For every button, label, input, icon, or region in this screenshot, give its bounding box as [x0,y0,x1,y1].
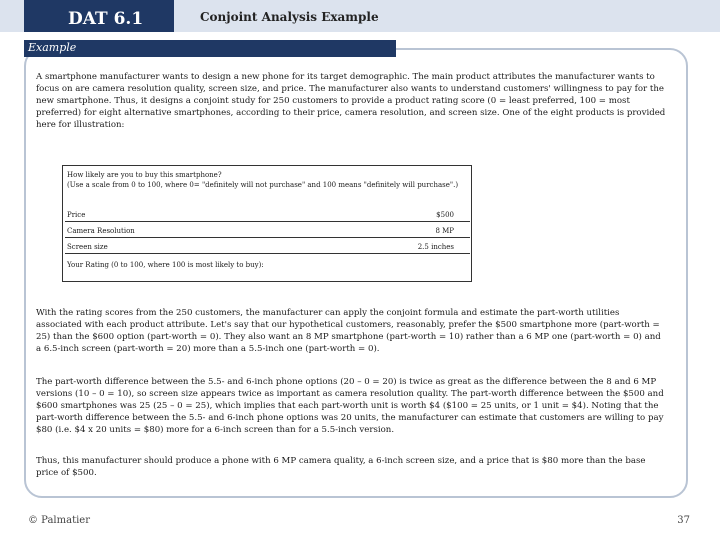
paragraph-part-worth: With the rating scores from the 250 customers, the manufacturer can apply the conjoint formula and estimate the part-worth utilities associated with each product attribute. Let's say that our hypothetical customers, reasonably, prefer the $500 smartphone more (part-worth = 25) than the $600 option (part-worth = 0). They also want an 8 MP smartphone (part-worth = 10) rather than a 6 MP one (part-worth = 0) and a 6.5-inch screen (part-worth = 20) more than a 5.5-inch one (part-worth = 0). [36,308,661,354]
survey-card [62,165,472,282]
row-label: Camera Resolution [67,227,135,235]
survey-row-camera [65,224,470,238]
row-value: 2.5 inches [417,243,454,251]
paragraph-conclusion: Thus, this manufacturer should produce a phone with 6 MP camera quality, a 6-inch screen size, and a price that is $80 more than the base price of $500. [36,456,646,478]
section-label: Example [28,41,77,54]
survey-question: How likely are you to buy this smartphone? [67,171,222,179]
row-label: Price [67,211,86,219]
rating-prompt: Your Rating (0 to 100, where 100 is most likely to buy): [67,261,264,269]
survey-row-price [65,208,470,222]
row-label: Screen size [67,243,108,251]
paragraph-difference: The part-worth difference between the 5.5- and 6-inch phone options (20 – 0 = 20) is twice as great as the difference between the 8 and 6 MP versions (10 – 0 = 10), so screen size appears twice as important as camera resolution quality. The part-worth difference between the $500 and $600 smartphones was 25 (25 – 0 = 25), which implies that each part-worth unit is worth $4 ($100 = 25 units, or 1 unit = $4). Noting that the part-worth difference between the 5.5- and 6-inch phone options was 20 units, the manufacturer can estimate that customers are willing to pay $80 (i.e. $4 x 20 units = $80) more for a 6-inch screen than for a 5.5-inch version. [36,377,664,435]
survey-row-screen [65,240,470,254]
course-tag: DAT 6.1 [24,0,174,32]
row-value: 8 MP [435,227,454,235]
page-title: Conjoint Analysis Example [200,10,379,24]
section-bar [24,40,396,57]
footer-copyright: © Palmatier [28,515,90,526]
row-value: $500 [436,211,454,219]
page-number: 37 [677,515,690,526]
intro-paragraph: A smartphone manufacturer wants to design a new phone for its target demographic. The main product attributes the manufacturer wants to focus on are camera resolution quality, screen size, and price. The manufacturer also wants to understand customers' willingness to pay for the new smartphone. Thus, it designs a conjoint study for 250 customers to provide a product rating score (0 = least preferred, 100 = most preferred) for eight alternative smartphones, according to their price, camera resolution, and screen size. One of the eight products is provided here for illustration: [36,72,666,130]
survey-instruction: (Use a scale from 0 to 100, where 0= "definitely will not purchase" and 100 means "definitely will purchase".) [67,181,459,189]
